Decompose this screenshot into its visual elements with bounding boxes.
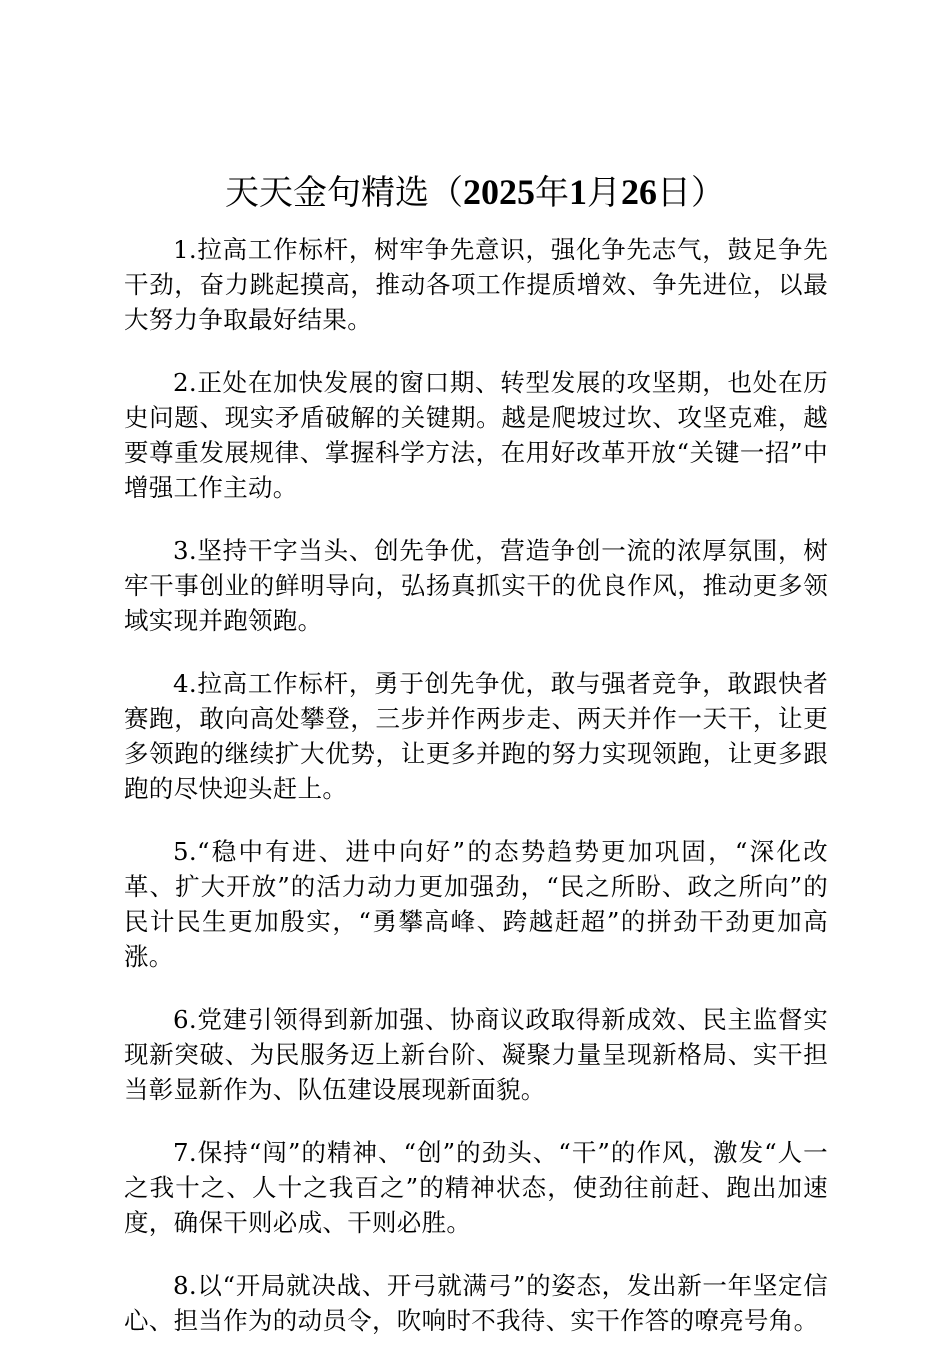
title-day: 26: [621, 172, 657, 212]
quote-paragraph-6: 6.党建引领得到新加强、协商议政取得新成效、民主监督实现新突破、为民服务迈上新台阶、凝聚力量呈现新格局、实干担当彰显新作为、队伍建设展现新面貌。: [124, 1005, 828, 1104]
quote-paragraph-4: 4.拉高工作标杆，勇于创先争优，敢与强者竞争，敢跟快者赛跑，敢向高处攀登，三步并作两步走、两天并作一天干，让更多领跑的继续扩大优势，让更多并跑的努力实现领跑，让更多跟跑的尽快迎头赶上。: [124, 669, 828, 803]
quote-paragraph-1: 1.拉高工作标杆，树牢争先意识，强化争先志气，鼓足争先干劲，奋力跳起摸高，推动各项工作提质增效、争先进位，以最大努力争取最好结果。: [124, 235, 828, 334]
title-prefix: 天天金句精选（: [225, 173, 463, 213]
document-body: [124, 232, 828, 1366]
quote-paragraph-8: 8.以“开局就决战、开弓就满弓”的姿态，发出新一年坚定信心、担当作为的动员令，吹响时不我待、实干作答的嘹亮号角。: [124, 1271, 828, 1335]
quote-paragraph-7: 7.保持“闯”的精神、“创”的劲头、“干”的作风，激发“人一之我十之、人十之我百之”的精神状态，使劲往前赶、跑出加速度，确保干则必成、干则必胜。: [124, 1138, 828, 1237]
title-month-unit: 月: [587, 173, 621, 213]
title-year-unit: 年: [535, 173, 569, 213]
title-year: 2025: [463, 172, 535, 212]
quote-paragraph-3: 3.坚持干字当头、创先争优，营造争创一流的浓厚氛围，树牢干事创业的鲜明导向，弘扬真抓实干的优良作风，推动更多领域实现并跑领跑。: [124, 536, 828, 635]
quote-paragraph-5: 5.“稳中有进、进中向好”的态势趋势更加巩固，“深化改革、扩大开放”的活力动力更加强劲，“民之所盼、政之所向”的民计民生更加殷实，“勇攀高峰、跨越赶超”的拼劲干劲更加高涨。: [124, 837, 828, 971]
title-month: 1: [569, 172, 587, 212]
quote-paragraph-2: 2.正处在加快发展的窗口期、转型发展的攻坚期，也处在历史问题、现实矛盾破解的关键期。越是爬坡过坎、攻坚克难，越要尊重发展规律、掌握科学方法，在用好改革开放“关键一招”中增强工作主动。: [124, 368, 828, 502]
title-suffix: 日）: [657, 173, 725, 213]
document-title: [0, 168, 950, 217]
